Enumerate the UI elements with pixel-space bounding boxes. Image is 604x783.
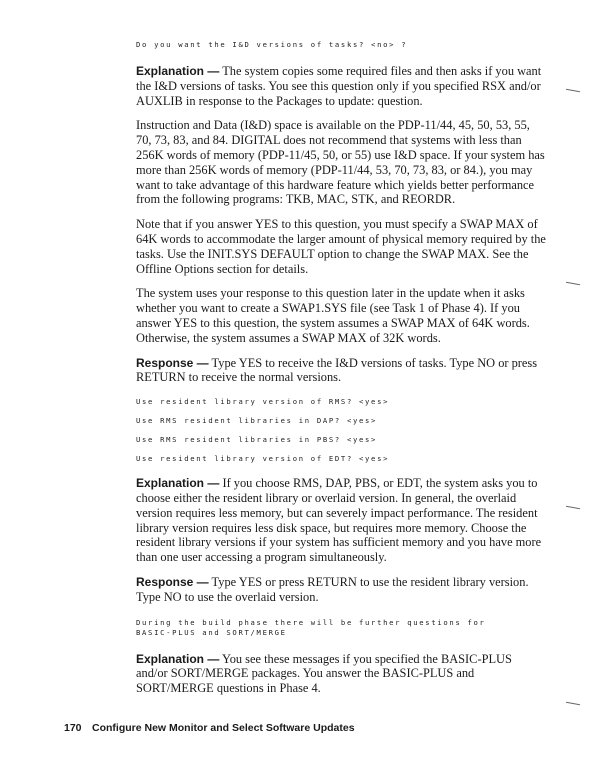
paragraph-swap-max: Note that if you answer YES to this question, you must specify a SWAP MAX of 64K words to accommodate the larger amount of physical memory required by the tasks. Use the INIT.SYS DEFAULT option to change the SWAP MAX. See the Offline Options section for details.: [136, 217, 546, 276]
explanation-lead: Explanation —: [136, 651, 220, 666]
change-bar-mark: [566, 702, 580, 705]
explanation-lead: Explanation —: [136, 64, 220, 78]
explanation-text: The system copies some required files and then asks if you want the I&D versions of tasks. You see this question only if you specified RSX and/or AUXLIB in response to the Packages to update: question.: [136, 64, 542, 108]
prompt-tasks: Do you want the I&D versions of tasks? <no> ?: [136, 40, 408, 49]
response-lead: Response —: [136, 574, 209, 589]
paragraph-swap1: The system uses your response to this question later in the update when it asks whether you want to create a SWAP1.SYS file (see Task 1 of Phase 4). If you answer YES to this question, the system assumes a SWAP MAX of 64K words. Otherwise, the system assumes a SWAP MAX of 32K words.: [136, 286, 530, 345]
response-tasks: [136, 356, 546, 386]
explanation-lead: Explanation —: [136, 476, 220, 491]
prompt-library-edt: Use resident library version of EDT? <yes>: [136, 454, 390, 464]
explanation-tasks: [136, 64, 546, 108]
page-footer: [64, 722, 355, 734]
change-bar-mark: [566, 282, 580, 285]
paragraph-id-space: Instruction and Data (I&D) space is available on the PDP-11/44, 45, 50, 53, 55, 70, 73, 83, and 84. DIGITAL does not recommend that systems with less than 256K words of memory (PDP-11/45, 50, or 55) use I&D space. If your system has more than 256K words of memory (PDP-11/44, 53, 70, 73, 83, or 84.), you may want to take advantage of this hardware feature which yields better performance from the following programs: TKB, MAC, STK, and REORDR.: [136, 118, 545, 207]
explanation-build: [136, 652, 546, 696]
page-content: [136, 40, 546, 696]
change-bar-mark: [566, 506, 580, 509]
response-library: [136, 575, 546, 605]
prompt-library-dap: Use RMS resident libraries in DAP? <yes>: [136, 416, 378, 426]
message-build-phase: During the build phase there will be further questions for BASIC-PLUS and SORT/MERGE: [136, 617, 486, 637]
response-lead: Response —: [136, 355, 209, 370]
page-number: 170: [64, 722, 82, 734]
explanation-text: If you choose RMS, DAP, PBS, or EDT, the system asks you to choose either the resident library or overlaid version. In general, the overlaid version requires less memory, but can severely impact performance. The resident library version requires less disk space, but requires more memory. Choose the resident library versions if your system has sufficient memory and you have more than one user accessing a program simultaneously.: [136, 476, 542, 565]
explanation-library: [136, 476, 546, 565]
response-text: Type YES or press RETURN to use the resident library version. Type NO to use the overlaid version.: [136, 574, 529, 604]
change-bar-mark: [566, 89, 580, 92]
explanation-text: You see these messages if you specified the BASIC-PLUS and/or SORT/MERGE packages. You answer the BASIC-PLUS and SORT/MERGE questions in Phase 4.: [136, 651, 512, 696]
response-text: Type YES to receive the I&D versions of tasks. Type NO or press RETURN to receive the normal versions.: [136, 355, 538, 385]
running-title: Configure New Monitor and Select Software Updates: [92, 722, 355, 734]
prompt-library-rms: Use resident library version of RMS? <yes>: [136, 397, 390, 407]
prompt-library-pbs: Use RMS resident libraries in PBS? <yes>: [136, 435, 378, 445]
library-prompts: [136, 397, 546, 464]
